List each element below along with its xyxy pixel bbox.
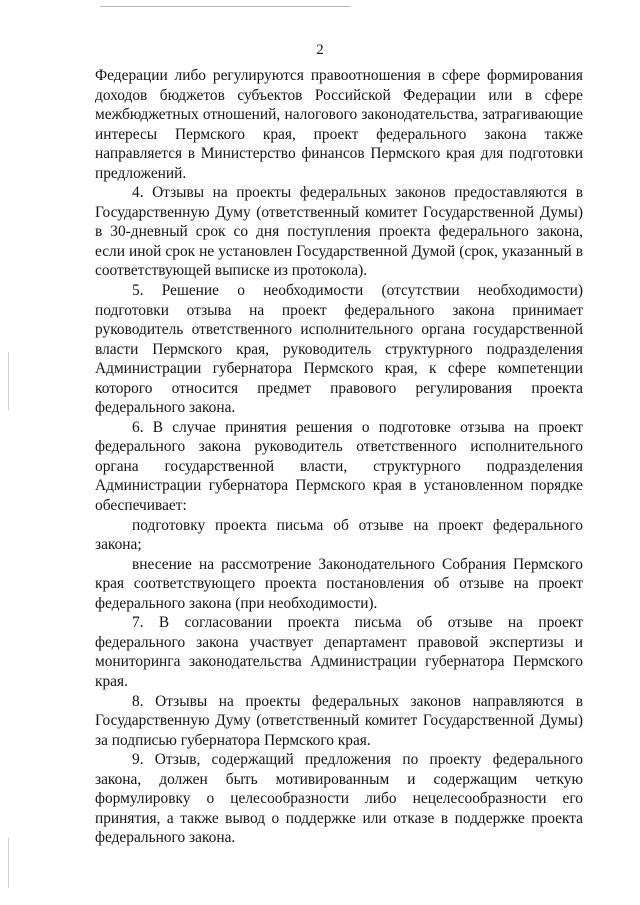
paragraph-continuation: Федерации либо регулируются правоотношения в сфере формирования доходов бюджетов субъектов Российской Федерации или в сфере межбюджетных отношений, налогового законодательства, затрагивающие интересы Пермского края, проект федерального закона также направляется в Министерство финансов Пермского края для подготовки предложений. — [95, 67, 583, 182]
page-number: 2 — [316, 42, 324, 58]
paragraph-sub-item: внесение на рассмотрение Законодательного Собрания Пермского края соответствующего проекта постановления об отзыве на проект федерального закона (при необходимости). — [95, 555, 583, 612]
scan-edge-mark — [8, 352, 9, 410]
document-body — [95, 66, 583, 848]
paragraph-item-7: 7. В согласовании проекта письма об отзыве на проект федерального закона участвует департамент правовой экспертизы и мониторинга законодательства Администрации губернатора Пермского края. — [95, 614, 583, 690]
paragraph-sub-item: подготовку проекта письма об отзыве на проект федерального закона; — [95, 516, 583, 554]
paragraph-item-5: 5. Решение о необходимости (отсутствии необходимости) подготовки отзыва на проект федерального закона принимает руководитель ответственного исполнительного органа государственной власти Пермского края, руководитель структурного подразделения Администрации губернатора Пермского края, к сфере компетенции которого относится предмет правового регулирования проекта федерального закона. — [95, 282, 583, 417]
paragraph-item-9: 9. Отзыв, содержащий предложения по проекту федерального закона, должен быть мотивированным и содержащим четкую формулировку о целесообразности либо нецелесообразности его принятия, а также вывод о поддержке или отказе в поддержке проекта федерального закона. — [95, 751, 583, 847]
top-rule — [100, 6, 350, 7]
paragraph-item-8: 8. Отзывы на проекты федеральных законов направляются в Государственную Думу (ответственный комитет Государственной Думы) за подписью губернатора Пермского края. — [95, 692, 583, 749]
paragraph-item-4: 4. Отзывы на проекты федеральных законов предоставляются в Государственную Думу (ответственный комитет Государственной Думы) в 30-дневный срок со дня поступления проекта федерального закона, если иной срок не установлен Государственной Думой (срок, указанный в соответствующей выписке из протокола). — [95, 184, 583, 280]
paragraph-item-6: 6. В случае принятия решения о подготовке отзыва на проект федерального закона руководитель ответственного исполнительного органа государственной власти, структурного подразделения Администрации губернатора Пермского края в установленном порядке обеспечивает: — [95, 418, 583, 515]
scan-edge-mark — [8, 838, 9, 888]
